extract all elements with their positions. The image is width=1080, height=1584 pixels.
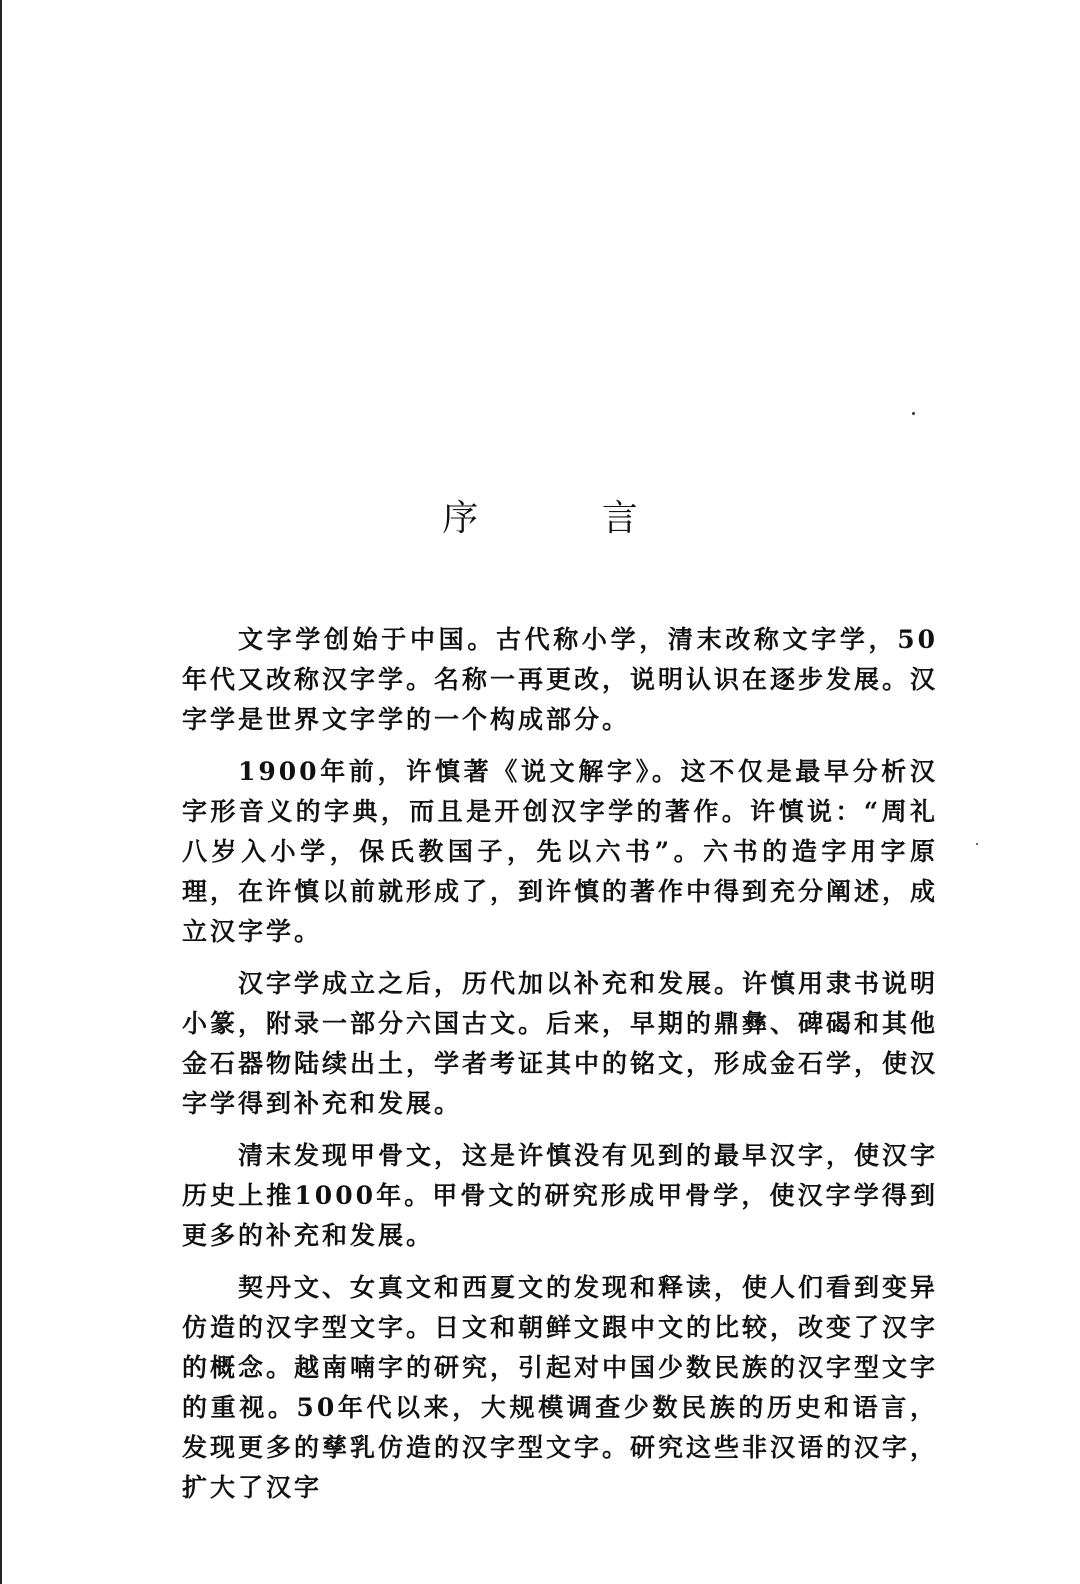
paragraph-4: 清末发现甲骨文，这是许慎没有见到的最早汉字，使汉字历史上推1000年。甲骨文的研究形成甲骨学，使汉字学得到更多的补充和发展。 <box>182 1141 939 1250</box>
scan-speck <box>912 412 915 415</box>
paragraph-3: 汉字学成立之后，历代加以补充和发展。许慎用隶书说明小篆，附录一部分六国古文。后来，早期的鼎彝、碑碣和其他金石器物陆续出土，学者考证其中的铭文，形成金石学，使汉字学得到补充和发展。 <box>182 969 939 1118</box>
page-title: 序 言 <box>442 498 694 539</box>
paragraph-5: 契丹文、女真文和西夏文的发现和释读，使人们看到变异仿造的汉字型文字。日文和朝鲜文跟中文的比较，改变了汉字的概念。越南喃字的研究，引起对中国少数民族的汉字型文字的重视。50年代以来，大规模调查少数民族的历史和语言，发现更多的孳乳仿造的汉字型文字。研究这些非汉语的汉字，扩大了汉字 <box>182 1273 939 1502</box>
body-text <box>182 620 938 1520</box>
paragraph-1: 文字学创始于中国。古代称小学，清末改称文字学，50年代又改称汉字学。名称一再更改，说明认识在逐步发展。汉字学是世界文字学的一个构成部分。 <box>182 625 939 734</box>
scan-speck <box>976 843 978 845</box>
page-left-edge <box>0 0 2 1584</box>
paragraph-2: 1900年前，许慎著《说文解字》。这不仅是最早分析汉字形音义的字典，而且是开创汉字学的著作。许慎说：“周礼八岁入小学，保氏教国子，先以六书”。六书的造字用字原理，在许慎以前就形成了，到许慎的著作中得到充分阐述，成立汉字学。 <box>182 757 939 946</box>
